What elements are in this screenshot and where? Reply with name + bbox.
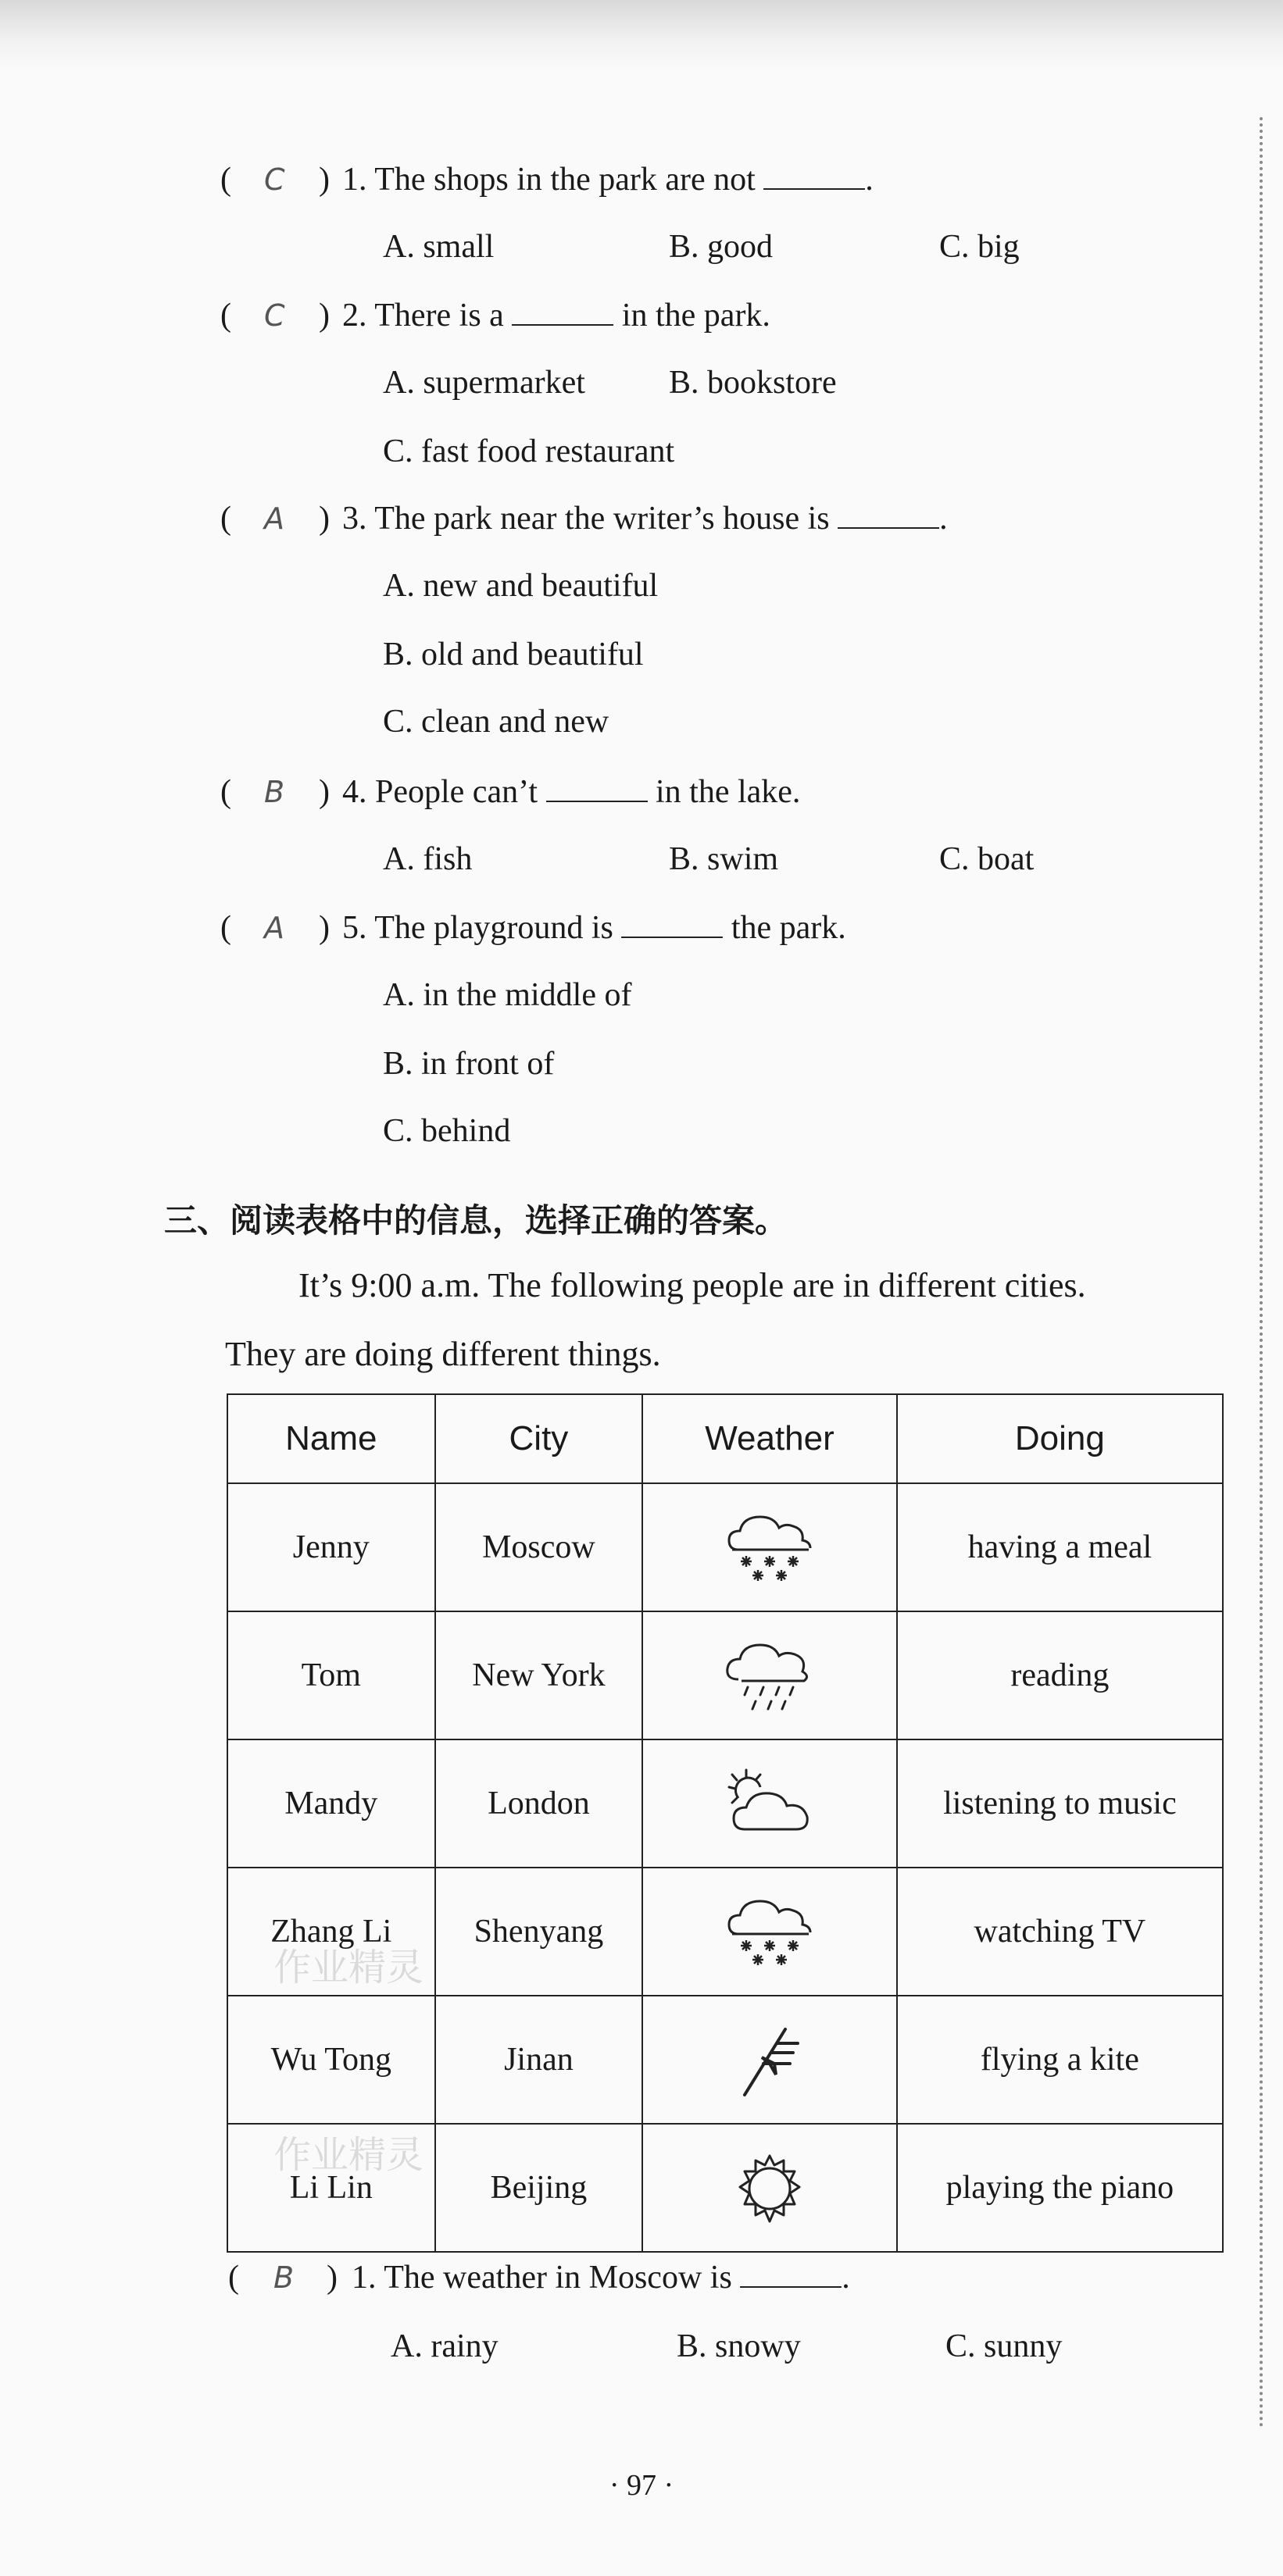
table-row xyxy=(227,1483,1223,1611)
answer-paren: ) xyxy=(319,162,330,198)
option: C. boat xyxy=(939,841,1035,877)
handwritten-answer: B xyxy=(264,775,285,809)
city-cell: London xyxy=(435,1739,643,1868)
option: B. old and beautiful xyxy=(383,637,644,673)
handwritten-answer: C xyxy=(264,162,285,197)
question-stem: 2. There is a in the park. xyxy=(342,298,770,334)
option: C. sunny xyxy=(945,2328,1063,2364)
snowy-icon xyxy=(715,1889,824,1975)
doing-cell: playing the piano xyxy=(897,2124,1223,2252)
option: A. in the middle of xyxy=(383,977,632,1013)
city-cell: Jinan xyxy=(435,1996,643,2124)
option: C. behind xyxy=(383,1113,511,1149)
answer-paren: ) xyxy=(327,2260,338,2296)
option: A. rainy xyxy=(391,2328,499,2364)
name-cell: Jenny xyxy=(227,1483,435,1611)
table-header-row xyxy=(227,1394,1223,1483)
table-row xyxy=(227,1611,1223,1739)
option: C. clean and new xyxy=(383,704,609,740)
doing-cell: having a meal xyxy=(897,1483,1223,1611)
answer-paren: ( xyxy=(220,774,231,810)
option: B. swim xyxy=(669,841,779,877)
watermark: 作业精灵 xyxy=(273,2133,424,2177)
header-name: Name xyxy=(227,1394,435,1483)
answer-paren: ( xyxy=(220,162,231,198)
sunny-icon xyxy=(715,2145,824,2231)
option: B. snowy xyxy=(677,2328,801,2364)
name-cell: Wu Tong xyxy=(227,1996,435,2124)
handwritten-answer: A xyxy=(264,501,284,536)
city-cell: Shenyang xyxy=(435,1868,643,1996)
intro-line-1: It’s 9:00 a.m. The following people are in different cities. xyxy=(298,1266,1086,1304)
city-cell: New York xyxy=(435,1611,643,1739)
snowy-icon xyxy=(715,1504,824,1590)
page-number: · 97 · xyxy=(609,2469,674,2502)
weather-table xyxy=(227,1393,1224,2253)
cut-line xyxy=(1260,117,1263,2429)
option: A. fish xyxy=(383,841,473,877)
windy-icon xyxy=(715,2017,824,2103)
name-cell: Mandy xyxy=(227,1739,435,1868)
handwritten-answer: A xyxy=(264,911,284,945)
option: A. small xyxy=(383,229,495,265)
question-stem: 3. The park near the writer’s house is . xyxy=(342,501,948,537)
question-stem: 1. The shops in the park are not . xyxy=(342,162,874,198)
option: B. in front of xyxy=(383,1046,555,1082)
option: B. bookstore xyxy=(669,365,837,401)
question-stem: 5. The playground is the park. xyxy=(342,910,846,946)
header-doing: Doing xyxy=(897,1394,1223,1483)
header-weather: Weather xyxy=(642,1394,897,1483)
section-title: 三、阅读表格中的信息，选择正确的答案。 xyxy=(164,1201,788,1240)
handwritten-answer: B xyxy=(273,2260,295,2295)
answer-paren: ( xyxy=(228,2260,239,2296)
answer-paren: ) xyxy=(319,774,330,810)
answer-paren: ( xyxy=(220,501,231,537)
table-row xyxy=(227,1996,1223,2124)
handwritten-answer: C xyxy=(264,298,285,333)
table-row xyxy=(227,1739,1223,1868)
answer-paren: ) xyxy=(319,298,330,334)
watermark: 作业精灵 xyxy=(273,1946,424,1989)
option: C. fast food restaurant xyxy=(383,433,675,469)
doing-cell: reading xyxy=(897,1611,1223,1739)
option: B. good xyxy=(669,229,774,265)
doing-cell: watching TV xyxy=(897,1868,1223,1996)
question-stem: 1. The weather in Moscow is . xyxy=(352,2260,850,2296)
answer-paren: ( xyxy=(220,910,231,946)
option: C. big xyxy=(939,229,1020,265)
question-stem: 4. People can’t in the lake. xyxy=(342,774,801,810)
intro-line-2: They are doing different things. xyxy=(225,1335,661,1373)
option: A. new and beautiful xyxy=(383,568,659,604)
cloudy-icon xyxy=(715,1761,824,1846)
rainy-icon xyxy=(715,1632,824,1718)
option: A. supermarket xyxy=(383,365,585,401)
answer-paren: ) xyxy=(319,910,330,946)
name-cell: Tom xyxy=(227,1611,435,1739)
answer-paren: ( xyxy=(220,298,231,334)
name-cell: Li Lin xyxy=(227,2124,435,2252)
doing-cell: listening to music xyxy=(897,1739,1223,1868)
city-cell: Moscow xyxy=(435,1483,643,1611)
doing-cell: flying a kite xyxy=(897,1996,1223,2124)
answer-paren: ) xyxy=(319,501,330,537)
name-cell: Zhang Li xyxy=(227,1868,435,1996)
header-city: City xyxy=(435,1394,643,1483)
page-top-shadow xyxy=(0,0,1283,70)
city-cell: Beijing xyxy=(435,2124,643,2252)
